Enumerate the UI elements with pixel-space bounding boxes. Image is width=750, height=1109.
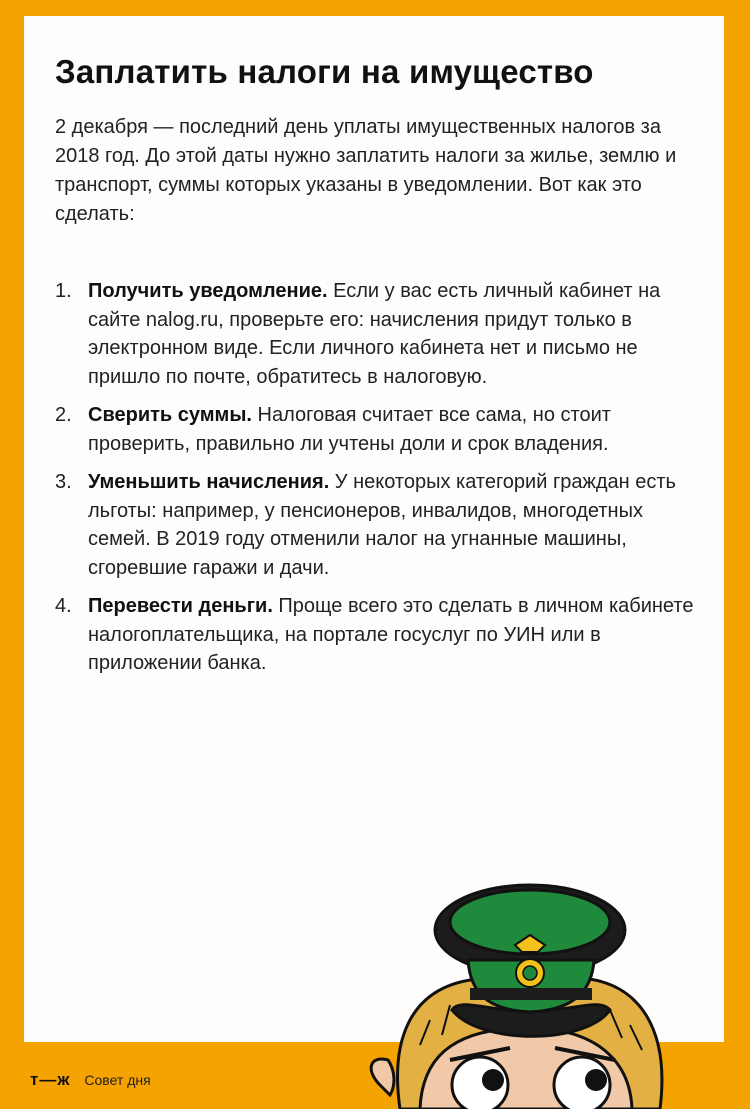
list-item [55,592,705,678]
page-title: Заплатить налоги на имущество [55,53,594,90]
intro-paragraph: 2 декабря — последний день уплаты имущественных налогов за 2018 год. До этой даты нужно заплатить налоги за жилье, землю и транспорт, суммы которых указаны в уведомлении. Вот как это сделать: [55,116,677,225]
footer [30,1068,151,1092]
step-heading: Уменьшить начисления. [88,471,330,493]
list-item [55,277,705,391]
step-heading: Сверить суммы. [88,404,252,426]
step-text: Проще всего это сделать в личном кабинете налогоплательщика, на портале госуслуг по УИН или в приложении банка. [88,595,694,674]
step-number: 2. [55,404,72,426]
step-heading: Получить уведомление. [88,280,328,302]
list-item [55,401,705,458]
step-heading: Перевести деньги. [88,595,273,617]
step-number: 3. [55,471,72,493]
steps-list [55,277,705,688]
list-item [55,468,705,582]
tax-officer-illustration [360,870,690,1109]
footer-tagline: Совет дня [84,1072,151,1088]
step-text: Налоговая считает все сама, но стоит проверить, правильно ли учтены доли и срок владения. [88,404,611,455]
step-number: 1. [55,280,72,302]
step-number: 4. [55,595,72,617]
step-text: У некоторых категорий граждан есть льготы: например, у пенсионеров, инвалидов, многодетных семей. В 2019 году отменили налог на угнанные машины, сгоревшие гаражи и дачи. [88,471,676,579]
step-text: Если у вас есть личный кабинет на сайте nalog.ru, проверьте его: начисления придут только в электронном виде. Если личного кабинета нет и письмо не пришло по почте, обратитесь в налоговую. [88,280,661,388]
brand-logo: т—ж [30,1070,71,1089]
